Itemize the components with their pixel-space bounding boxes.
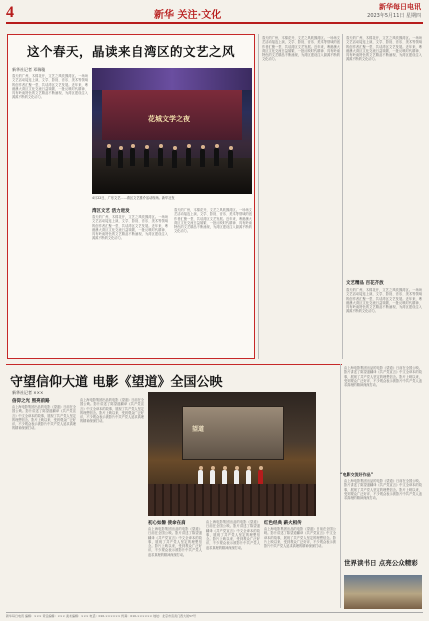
stage-person [200, 149, 205, 167]
article1-photo-caption: 4月22日，广东文艺……湾区文艺推介活动现场。新华社发 [92, 196, 175, 200]
article2-photo [148, 392, 316, 516]
article1-subhead-1: 湾区文艺 活力迸发 [92, 209, 130, 214]
article1-photo [92, 68, 252, 194]
brand-block [367, 3, 421, 21]
sidebar-text-2: 由上海电影集团出品的电影《望道》日前在全国公映。影片讲述了陈望道翻译《共产党宣言》中文全译本的故事，展现了共产党人坚定的理想信念。影片上映以来，受到观众广泛好评，不少观众表示被影片中共产党人追求真理的精神深深打动。 [344, 479, 422, 501]
stage-title: 花城文学之夜 [148, 115, 190, 123]
stage-banner [92, 68, 252, 90]
theater-seats [148, 484, 316, 516]
stage-person [172, 150, 177, 168]
column-divider [342, 34, 343, 359]
sidebar-text-1: 由上海电影集团出品的电影《望道》日前在全国公映。影片讲述了陈望道翻译《共产党宣言》中文全译本的故事，展现了共产党人坚定的理想信念。影片上映以来，受到观众广泛好评，不少观众表示被影片中共产党人追求真理的精神深深打动。 [344, 366, 422, 388]
stage-person [106, 148, 111, 166]
article2-text-col5: 由上海电影集团出品的电影《望道》日前在全国公映。影片讲述了陈望道翻译《共产党宣言》中文全译本的故事，展现了共产党人坚定的理想信念。影片上映以来，受到观众广泛好评，不少观众表示被影片中共产党人追求真理的精神深深打动。 [264, 527, 336, 549]
section-rule [6, 364, 342, 365]
article2-subhead-1: 信仰之光 照亮前路 [12, 399, 50, 404]
article1-text-col3: 春天的广州，木棉花开，文艺之风吹拂湾区。一场场文艺活动接连上演，文学、影视、音乐、美术等领域的创作者汇聚一堂，共话湾区文艺发展。近年来，粤港澳大湾区文化交流日益频繁，一批反映时代精神、具有岭南特色的文艺精品不断涌现，为湾区建设注入源源不断的文化动力。 [174, 208, 252, 234]
masthead [154, 6, 221, 21]
stage-person [158, 148, 163, 166]
sidebar-headline: 世界读书日 点亮公众精彩 [344, 559, 418, 567]
stage-person [214, 148, 219, 166]
sidebar-section-label: “电影交流好作品” [340, 472, 374, 477]
screen-title: 望道 [192, 426, 205, 433]
article2-text-col4: 由上海电影集团出品的电影《望道》日前在全国公映。影片讲述了陈望道翻译《共产党宣言》中文全译本的故事，展现了共产党人坚定的理想信念。影片上映以来，受到观众广泛好评，不少观众表示被影片中共产党人追求真理的精神深深打动。 [206, 520, 260, 550]
stage-person [130, 148, 135, 166]
stage-person [144, 149, 149, 167]
date-line: 2023年5月11日 星期四 [367, 13, 421, 19]
masthead-brand: 新华 [154, 10, 174, 21]
header-rule [6, 22, 423, 24]
page-number: 4 [6, 4, 14, 21]
article1-subhead-2: 文艺精品 百花齐放 [346, 281, 384, 286]
article2-subhead-2: 初心如磐 使命在肩 [148, 521, 186, 526]
page-footer: 新华每日电讯 编辑：××× 责任编辑：××× 美术编辑：××× 电话：010-×××××× 传真：010-×××××× 地址：北京市宣武门西大街57号 [6, 612, 423, 618]
article2-text-col3: 由上海电影集团出品的电影《望道》日前在全国公映。影片讲述了陈望道翻译《共产党宣言》中文全译本的故事，展现了共产党人坚定的理想信念。影片上映以来，受到观众广泛好评，不少观众表示被影片中共产党人追求真理的精神深深打动。 [148, 527, 202, 557]
article2-subhead-3: 红色经典 薪火相传 [264, 521, 302, 526]
stage-person [186, 148, 191, 166]
article2-byline: 新华社记者 ××× [12, 390, 44, 395]
article1-headline: 这个春天，晶读来自湾区的文艺之风 [26, 44, 235, 59]
right-text-col3: 春天的广州，木棉花开，文艺之风吹拂湾区。一场场文艺活动接连上演，文学、影视、音乐、美术等领域的创作者汇聚一堂，共话湾区文艺发展。近年来，粤港澳大湾区文化交流日益频繁，一批反映时代精神、具有岭南特色的文艺精品不断涌现，为湾区建设注入源源不断的文化动力。 [346, 288, 422, 314]
article1-text-col1: 春天的广州，木棉花开，文艺之风吹拂湾区。一场场文艺活动接连上演，文学、影视、音乐、美术等领域的创作者汇聚一堂，共话湾区文艺发展。近年来，粤港澳大湾区文化交流日益频繁，一批反映时代精神、具有岭南特色的文艺精品不断涌现，为湾区建设注入源源不断的文化动力。 [12, 74, 88, 100]
article2-text-col1: 由上海电影集团出品的电影《望道》日前在全国公映。影片讲述了陈望道翻译《共产党宣言》中文全译本的故事，展现了共产党人坚定的理想信念。影片上映以来，受到观众广泛好评，不少观众表示被影片中共产党人追求真理的精神深深打动。 [12, 405, 76, 431]
brand-name: 新华每日电讯 [379, 3, 421, 11]
article2-headline: 守望信仰大道 电影《望道》全国公映 [10, 375, 223, 390]
article1-text-col2: 春天的广州，木棉花开，文艺之风吹拂湾区。一场场文艺活动接连上演，文学、影视、音乐、美术等领域的创作者汇聚一堂，共话湾区文艺发展。近年来，粤港澳大湾区文化交流日益频繁，一批反映时代精神、具有岭南特色的文艺精品不断涌现，为湾区建设注入源源不断的文化动力。 [92, 215, 168, 241]
column-divider [340, 364, 341, 608]
article1-byline: 新华社记者 邓瑞璇 [12, 67, 46, 72]
sidebar-photo [344, 575, 422, 609]
stage-person [228, 150, 233, 168]
masthead-section: 关注·文化 [177, 10, 222, 21]
right-text-col2: 春天的广州，木棉花开，文艺之风吹拂湾区。一场场文艺活动接连上演，文学、影视、音乐、美术等领域的创作者汇聚一堂，共话湾区文艺发展。近年来，粤港澳大湾区文化交流日益频繁，一批反映时代精神、具有岭南特色的文艺精品不断涌现，为湾区建设注入源源不断的文化动力。 [346, 36, 422, 62]
stage-person [118, 150, 123, 168]
cinema-screen [182, 406, 284, 460]
right-text-col1: 春天的广州，木棉花开，文艺之风吹拂湾区。一场场文艺活动接连上演，文学、影视、音乐、美术等领域的创作者汇聚一堂，共话湾区文艺发展。近年来，粤港澳大湾区文化交流日益频繁，一批反映时代精神、具有岭南特色的文艺精品不断涌现，为湾区建设注入源源不断的文化动力。 [262, 36, 340, 62]
column-divider [258, 34, 259, 359]
article2-text-col2: 由上海电影集团出品的电影《望道》日前在全国公映。影片讲述了陈望道翻译《共产党宣言》中文全译本的故事，展现了共产党人坚定的理想信念。影片上映以来，受到观众广泛好评，不少观众表示被影片中共产党人追求真理的精神深深打动。 [80, 398, 144, 424]
